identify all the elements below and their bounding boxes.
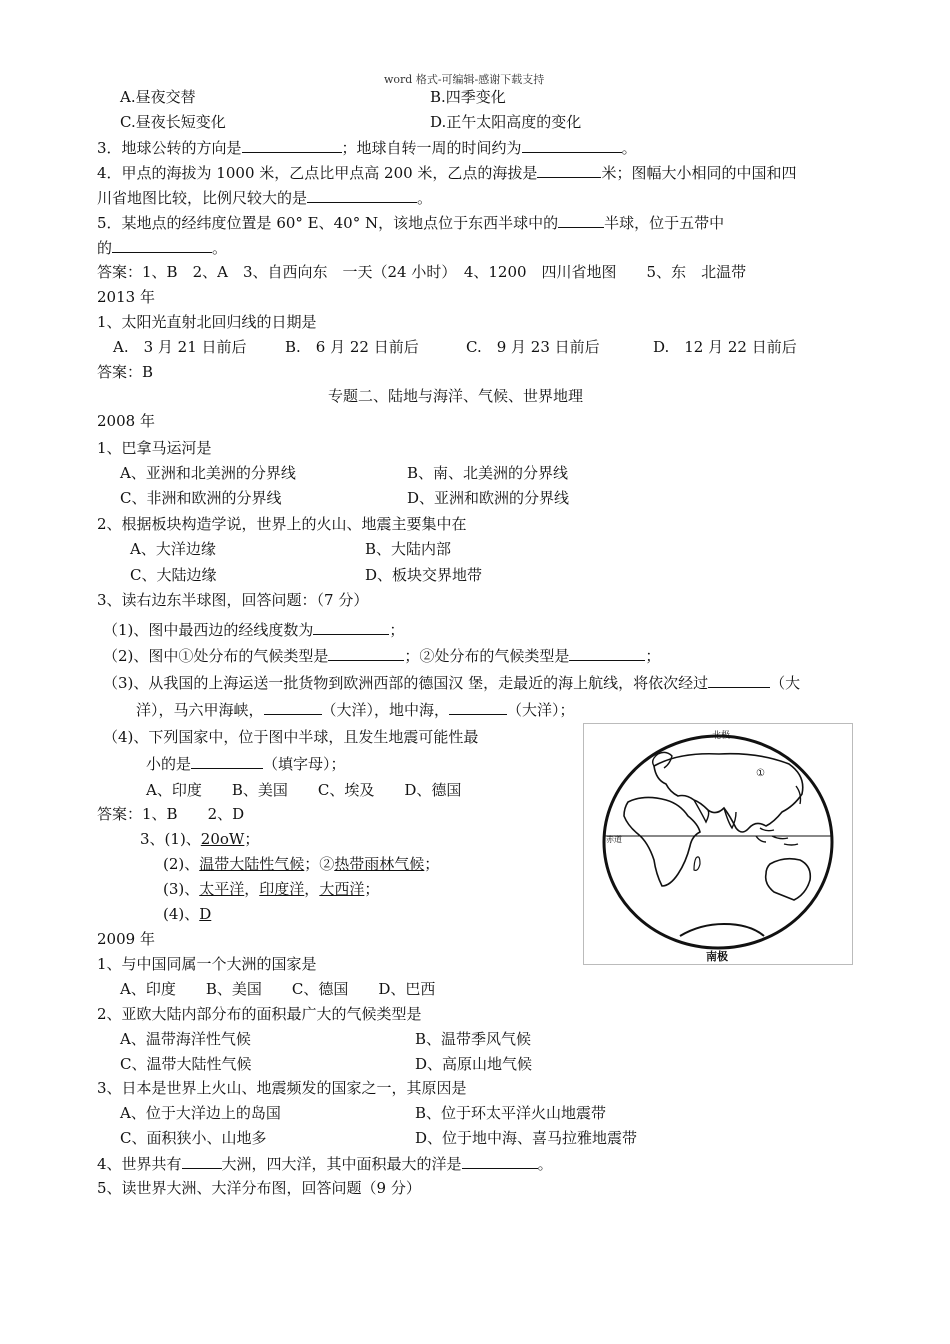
- question-text: （2)、图中①处分布的气候类型是: [103, 647, 329, 665]
- answer-3-1: [140, 829, 259, 849]
- options-line: A、印度 B、美国 C、德国 D、巴西: [120, 980, 436, 998]
- answer-text: ；: [244, 830, 260, 848]
- answer-text: ；②: [304, 855, 335, 873]
- question-text: 洋），马六甲海峡，: [136, 701, 264, 719]
- answer-text: ；: [364, 880, 380, 898]
- question-text: 大洲，四大洋，其中面积最大的洋是: [221, 1155, 462, 1173]
- question-text: 米；图幅大小相同的中国和四: [601, 164, 797, 182]
- answer-underlined: 太平洋: [199, 880, 245, 898]
- option-c: C、温带大陆性气候: [120, 1055, 252, 1073]
- question-text: （大: [770, 674, 801, 692]
- answer-underlined: 热带雨林气候: [334, 855, 425, 873]
- question-text: （填字母）；: [263, 755, 346, 773]
- option-b: B. 6 月 22 日前后: [285, 338, 419, 356]
- question-text: 。: [417, 189, 433, 207]
- year-heading: 2009 年: [97, 930, 155, 948]
- option-d: D、高原山地气候: [415, 1055, 533, 1073]
- question-4: [97, 162, 796, 183]
- answer-blank: [313, 619, 389, 635]
- answer-blank: [182, 1153, 222, 1169]
- options-line: A、印度 B、美国 C、埃及 D、德国: [146, 781, 462, 799]
- answer-blank: [558, 212, 604, 228]
- marker-1-label: ①: [756, 768, 765, 779]
- answer-text: ，: [304, 880, 320, 898]
- option-c: C、非洲和欧洲的分界线: [120, 489, 282, 507]
- question-4: [97, 1153, 553, 1174]
- answer-line: 答案：1、B 2、A 3、自西向东 一天（24 小时） 4、1200 四川省地图 5、东 北温带: [97, 263, 747, 281]
- south-pole-label: 南极: [706, 951, 728, 963]
- question-text: ；②处分布的气候类型是: [404, 647, 570, 665]
- answer-blank: [112, 237, 212, 253]
- question-3: 3、日本是世界上火山、地震频发的国家之一，其原因是: [97, 1079, 467, 1097]
- answer-blank: [462, 1153, 538, 1169]
- option-c: C、面积狭小、山地多: [120, 1129, 267, 1147]
- question-3-1: [103, 619, 404, 640]
- question-1: 1、巴拿马运河是: [97, 439, 212, 457]
- question-1: 1、与中国同属一个大洲的国家是: [97, 955, 317, 973]
- answer-text: ，: [244, 880, 260, 898]
- question-text: 3．地球公转的方向是: [97, 139, 242, 157]
- year-heading: 2008 年: [97, 412, 155, 430]
- option-d: D、位于地中海、喜马拉雅地震带: [415, 1129, 638, 1147]
- option-c: C、大陆边缘: [130, 566, 217, 584]
- eastern-hemisphere-map: [583, 723, 853, 965]
- question-text: （大洋）；: [507, 701, 575, 719]
- option-b: B.四季变化: [430, 88, 506, 106]
- option-a: A、位于大洋边上的岛国: [120, 1104, 281, 1122]
- question-2: 2、根据板块构造学说，世界上的火山、地震主要集中在: [97, 515, 467, 533]
- question-text: 。: [621, 139, 637, 157]
- option-a: A、温带海洋性气候: [120, 1030, 251, 1048]
- equator-label: 赤道: [606, 835, 622, 844]
- map-drawing: [584, 724, 852, 964]
- option-c: C. 9 月 23 日前后: [466, 338, 600, 356]
- answer-3-2: [163, 854, 439, 874]
- option-b: B、温带季风气候: [415, 1030, 532, 1048]
- option-a: A、亚洲和北美洲的分界线: [120, 464, 296, 482]
- question-text: 的: [97, 239, 113, 257]
- question-2: 2、亚欧大陆内部分布的面积最广大的气候类型是: [97, 1005, 422, 1023]
- option-d: D. 12 月 22 日前后: [653, 338, 797, 356]
- answer-blank: [449, 699, 507, 715]
- answer-blank: [537, 162, 601, 178]
- page-header: word 格式-可编辑-感谢下载支持: [384, 73, 545, 86]
- question-text: 。: [212, 239, 228, 257]
- question-3-2: [103, 645, 660, 666]
- question-3-4-cont: [146, 753, 346, 774]
- question-3: [97, 137, 637, 158]
- question-text: （1)、图中最西边的经线度数为: [103, 621, 314, 639]
- answer-text: ；: [424, 855, 440, 873]
- question-text: （3)、从我国的上海运送一批货物到欧洲西部的德国汉 堡，走最近的海上航线，将依次经过: [103, 674, 709, 692]
- option-d: D.正午太阳高度的变化: [430, 113, 582, 131]
- question-text: 小的是: [146, 755, 192, 773]
- question-text: 川省地图比较，比例尺较大的是: [97, 189, 308, 207]
- question-5: 5、读世界大洲、大洋分布图，回答问题（9 分）: [97, 1179, 421, 1197]
- question-text: ；: [645, 647, 661, 665]
- answer-text: (3)、: [163, 880, 200, 898]
- question-text: ；地球自转一周的时间约为: [341, 139, 522, 157]
- option-c: C.昼夜长短变化: [120, 113, 226, 131]
- answer-underlined: 温带大陆性气候: [199, 855, 305, 873]
- option-b: B、大陆内部: [365, 540, 452, 558]
- globe-outline: [604, 736, 832, 948]
- question-5: [97, 212, 724, 233]
- answer-blank: [242, 137, 342, 153]
- option-d: D、板块交界地带: [365, 566, 483, 584]
- answer-text: (2)、: [163, 855, 200, 873]
- answer-underlined: 20oW: [200, 830, 245, 848]
- answer-3-4: [163, 904, 211, 924]
- question-3: 3、读右边东半球图，回答问题：（7 分）: [97, 591, 369, 609]
- question-text: 5．某地点的经纬度位置是 60° E、40° N，该地点位于东西半球中的: [97, 214, 559, 232]
- antarctica-shape: [680, 924, 764, 936]
- question-text: 。: [537, 1155, 553, 1173]
- answer-blank: [522, 137, 622, 153]
- question-3-3-cont: [136, 699, 575, 720]
- answer-underlined: 大西洋: [319, 880, 365, 898]
- answer-text: (4)、: [163, 905, 200, 923]
- question-4-cont: [97, 187, 432, 208]
- answer-blank: [328, 645, 404, 661]
- option-a: A. 3 月 21 日前后: [113, 338, 247, 356]
- question-1: 1、太阳光直射北回归线的日期是: [97, 313, 317, 331]
- option-d: D、亚洲和欧洲的分界线: [407, 489, 570, 507]
- answer-underlined: 印度洋: [259, 880, 305, 898]
- answer-blank: [708, 672, 770, 688]
- africa-shape: [624, 797, 700, 886]
- answer-3-3: [163, 879, 379, 899]
- question-5-cont: [97, 237, 227, 258]
- option-b: B、位于环太平洋火山地震带: [415, 1104, 607, 1122]
- madagascar-shape: [694, 857, 700, 871]
- question-text: 4、世界共有: [97, 1155, 182, 1173]
- answer-line: 答案：B: [97, 363, 154, 381]
- question-3-4: （4)、下列国家中，位于图中半球，且发生地震可能性最: [103, 728, 479, 746]
- section-title: 专题二、陆地与海洋、气候、世界地理: [328, 387, 584, 405]
- answer-blank: [569, 645, 645, 661]
- question-text: 半球，位于五带中: [604, 214, 725, 232]
- question-text: （大洋），地中海，: [321, 701, 450, 719]
- option-a: A、大洋边缘: [130, 540, 216, 558]
- question-text: ；: [389, 621, 405, 639]
- option-a: A.昼夜交替: [120, 88, 196, 106]
- australia-shape: [766, 859, 811, 900]
- year-heading: 2013 年: [97, 288, 155, 306]
- north-pole-label: 北极: [712, 730, 731, 740]
- answer-blank: [191, 753, 263, 769]
- question-3-3: [103, 672, 800, 693]
- answer-line: 答案：1、B 2、D: [97, 805, 245, 823]
- answer-underlined: D: [199, 905, 212, 923]
- option-b: B、南、北美洲的分界线: [407, 464, 569, 482]
- answer-text: 3、(1)、: [140, 830, 201, 848]
- answer-blank: [307, 187, 417, 203]
- answer-blank: [264, 699, 322, 715]
- question-text: 4．甲点的海拔为 1000 米，乙点比甲点高 200 米，乙点的海拔是: [97, 164, 538, 182]
